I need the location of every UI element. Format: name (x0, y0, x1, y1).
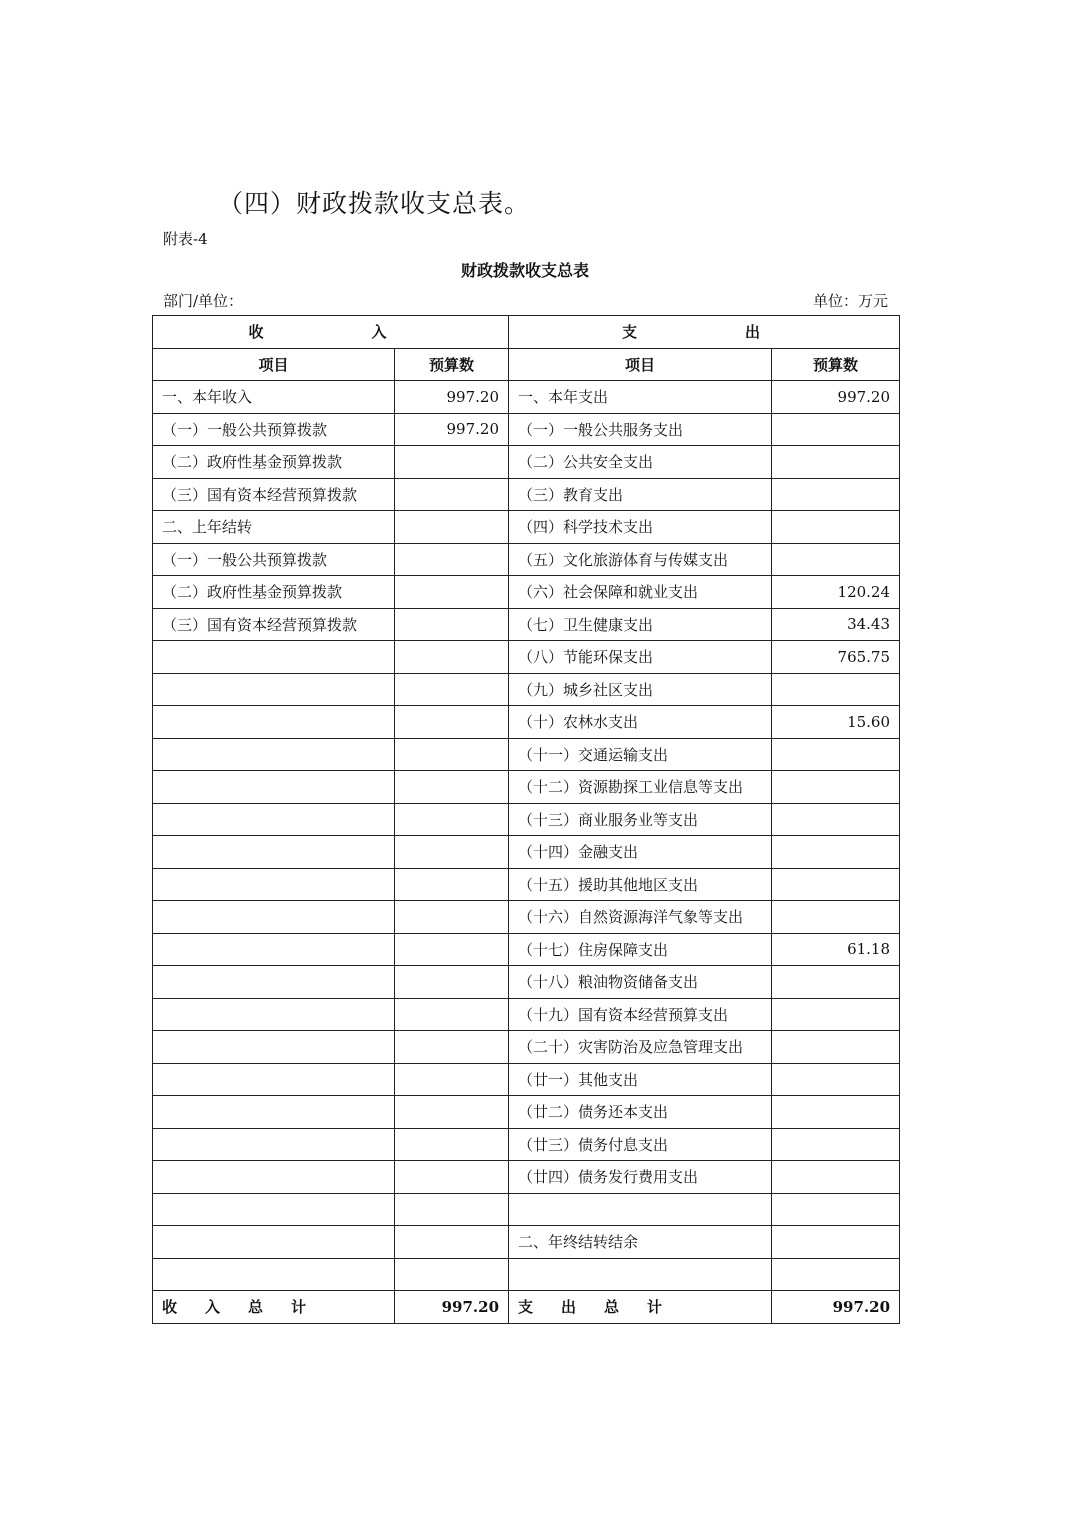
expense-item-cell: （廿一）其他支出 (509, 1063, 772, 1096)
expense-total-label: 支出总计 (509, 1291, 772, 1324)
income-value-cell (395, 836, 509, 869)
expense-group-header: 支 出 (509, 316, 900, 349)
table-row (153, 868, 900, 901)
expense-value-cell (772, 511, 900, 544)
income-value-cell (395, 738, 509, 771)
expense-value-cell (772, 836, 900, 869)
expense-value-cell (772, 543, 900, 576)
section-heading: （四）财政拨款收支总表。 (218, 189, 531, 218)
column-header-row (153, 348, 900, 381)
expense-value-cell (772, 1063, 900, 1096)
income-value-cell (395, 543, 509, 576)
expense-item-cell: （十六）自然资源海洋气象等支出 (509, 901, 772, 934)
income-value-cell (395, 673, 509, 706)
expense-value-cell: 997.20 (772, 381, 900, 414)
expense-value-cell (772, 673, 900, 706)
totals-row (153, 1291, 900, 1324)
income-item-cell (153, 1193, 395, 1226)
income-item-cell: （一）一般公共预算拨款 (153, 543, 395, 576)
expense-item-cell: （十三）商业服务业等支出 (509, 803, 772, 836)
table-row (153, 901, 900, 934)
expense-value-cell (772, 771, 900, 804)
expense-value-cell (772, 803, 900, 836)
expense-item-cell: （三）教育支出 (509, 478, 772, 511)
table-row (153, 933, 900, 966)
expense-value-cell (772, 1128, 900, 1161)
table-row (153, 771, 900, 804)
table-row (153, 1226, 900, 1259)
expense-value-cell (772, 1193, 900, 1226)
income-value-cell (395, 608, 509, 641)
expense-item-cell: （二）公共安全支出 (509, 446, 772, 479)
expense-item-cell: （十一）交通运输支出 (509, 738, 772, 771)
expense-value-cell: 34.43 (772, 608, 900, 641)
expense-value-cell (772, 1258, 900, 1291)
income-item-cell (153, 868, 395, 901)
table-row (153, 608, 900, 641)
income-item-cell: （三）国有资本经营预算拨款 (153, 608, 395, 641)
income-value-cell (395, 446, 509, 479)
table-row (153, 1193, 900, 1226)
expense-value-cell: 15.60 (772, 706, 900, 739)
table-row (153, 1258, 900, 1291)
expense-item-header: 项目 (509, 348, 772, 381)
expense-item-cell: （廿二）债务还本支出 (509, 1096, 772, 1129)
table-row (153, 706, 900, 739)
income-item-cell (153, 1226, 395, 1259)
expense-item-cell: （四）科学技术支出 (509, 511, 772, 544)
income-item-cell (153, 1031, 395, 1064)
income-item-cell (153, 1063, 395, 1096)
expense-item-cell: （一）一般公共服务支出 (509, 413, 772, 446)
income-item-cell (153, 803, 395, 836)
income-value-cell (395, 511, 509, 544)
income-item-cell (153, 1258, 395, 1291)
table-row (153, 803, 900, 836)
income-item-cell (153, 738, 395, 771)
income-value-cell (395, 771, 509, 804)
table-row (153, 446, 900, 479)
income-item-cell (153, 901, 395, 934)
income-value-cell (395, 641, 509, 674)
income-item-cell (153, 1161, 395, 1194)
income-value-cell (395, 1226, 509, 1259)
expense-item-cell (509, 1193, 772, 1226)
expense-item-cell: （七）卫生健康支出 (509, 608, 772, 641)
income-value-cell (395, 1258, 509, 1291)
expense-value-cell (772, 1031, 900, 1064)
income-item-cell: 一、本年收入 (153, 381, 395, 414)
income-value-cell (395, 1161, 509, 1194)
expense-item-cell: （五）文化旅游体育与传媒支出 (509, 543, 772, 576)
income-value-cell: 997.20 (395, 381, 509, 414)
income-value-cell (395, 803, 509, 836)
table-title: 财政拨款收支总表 (460, 261, 589, 280)
expense-item-cell: （八）节能环保支出 (509, 641, 772, 674)
expense-total-value: 997.20 (772, 1291, 900, 1324)
income-item-cell: （一）一般公共预算拨款 (153, 413, 395, 446)
expense-item-cell: （九）城乡社区支出 (509, 673, 772, 706)
income-value-cell (395, 576, 509, 609)
finance-summary-table (152, 315, 900, 1324)
table-row (153, 1031, 900, 1064)
expense-item-cell (509, 1258, 772, 1291)
income-value-cell (395, 1128, 509, 1161)
expense-item-cell: （十四）金融支出 (509, 836, 772, 869)
expense-item-cell: （十九）国有资本经营预算支出 (509, 998, 772, 1031)
table-row (153, 413, 900, 446)
income-item-cell: （二）政府性基金预算拨款 (153, 446, 395, 479)
income-value-cell (395, 901, 509, 934)
table-row (153, 576, 900, 609)
income-item-cell (153, 771, 395, 804)
expense-item-cell: 一、本年支出 (509, 381, 772, 414)
expense-item-cell: （十五）援助其他地区支出 (509, 868, 772, 901)
income-budget-header: 预算数 (395, 348, 509, 381)
table-row (153, 641, 900, 674)
income-item-cell (153, 641, 395, 674)
table-row (153, 836, 900, 869)
income-item-cell (153, 673, 395, 706)
expense-value-cell (772, 966, 900, 999)
income-item-cell: （二）政府性基金预算拨款 (153, 576, 395, 609)
expense-value-cell (772, 1161, 900, 1194)
income-item-cell (153, 998, 395, 1031)
income-value-cell: 997.20 (395, 413, 509, 446)
table-row (153, 1161, 900, 1194)
table-row (153, 673, 900, 706)
expense-value-cell: 765.75 (772, 641, 900, 674)
income-value-cell (395, 1096, 509, 1129)
expense-item-cell: （二十）灾害防治及应急管理支出 (509, 1031, 772, 1064)
department-label: 部门/单位： (163, 292, 244, 310)
table-row (153, 738, 900, 771)
expense-item-cell: （十二）资源勘探工业信息等支出 (509, 771, 772, 804)
expense-item-cell: 二、年终结转结余 (509, 1226, 772, 1259)
expense-item-cell: （六）社会保障和就业支出 (509, 576, 772, 609)
expense-item-cell: （十七）住房保障支出 (509, 933, 772, 966)
table-row (153, 966, 900, 999)
expense-value-cell (772, 738, 900, 771)
table-row (153, 1063, 900, 1096)
income-item-cell (153, 706, 395, 739)
income-item-cell: 二、上年结转 (153, 511, 395, 544)
income-value-cell (395, 1193, 509, 1226)
expense-value-cell (772, 868, 900, 901)
expense-value-cell: 120.24 (772, 576, 900, 609)
income-value-cell (395, 706, 509, 739)
expense-value-cell (772, 998, 900, 1031)
unit-label: 单位：万元 (812, 292, 888, 310)
income-value-cell (395, 966, 509, 999)
income-group-header: 收 入 (153, 316, 509, 349)
expense-value-cell (772, 413, 900, 446)
table-row (153, 478, 900, 511)
income-item-cell: （三）国有资本经营预算拨款 (153, 478, 395, 511)
group-header-row (153, 316, 900, 349)
expense-item-cell: （十八）粮油物资储备支出 (509, 966, 772, 999)
income-total-value: 997.20 (395, 1291, 509, 1324)
income-item-cell (153, 966, 395, 999)
expense-value-cell (772, 1096, 900, 1129)
income-item-cell (153, 1128, 395, 1161)
expense-item-cell: （廿四）债务发行费用支出 (509, 1161, 772, 1194)
income-total-label: 收入总计 (153, 1291, 395, 1324)
table-row (153, 381, 900, 414)
table-row (153, 998, 900, 1031)
attachment-label: 附表-4 (163, 230, 208, 248)
expense-value-cell (772, 446, 900, 479)
income-item-header: 项目 (153, 348, 395, 381)
table-row (153, 543, 900, 576)
expense-value-cell (772, 478, 900, 511)
table-row (153, 1128, 900, 1161)
table-row (153, 511, 900, 544)
expense-value-cell: 61.18 (772, 933, 900, 966)
income-item-cell (153, 933, 395, 966)
expense-value-cell (772, 901, 900, 934)
income-value-cell (395, 998, 509, 1031)
expense-item-cell: （廿三）债务付息支出 (509, 1128, 772, 1161)
income-item-cell (153, 836, 395, 869)
income-value-cell (395, 1031, 509, 1064)
income-value-cell (395, 868, 509, 901)
expense-value-cell (772, 1226, 900, 1259)
income-item-cell (153, 1096, 395, 1129)
income-value-cell (395, 933, 509, 966)
expense-item-cell: （十）农林水支出 (509, 706, 772, 739)
income-value-cell (395, 478, 509, 511)
table-row (153, 1096, 900, 1129)
income-value-cell (395, 1063, 509, 1096)
expense-budget-header: 预算数 (772, 348, 900, 381)
